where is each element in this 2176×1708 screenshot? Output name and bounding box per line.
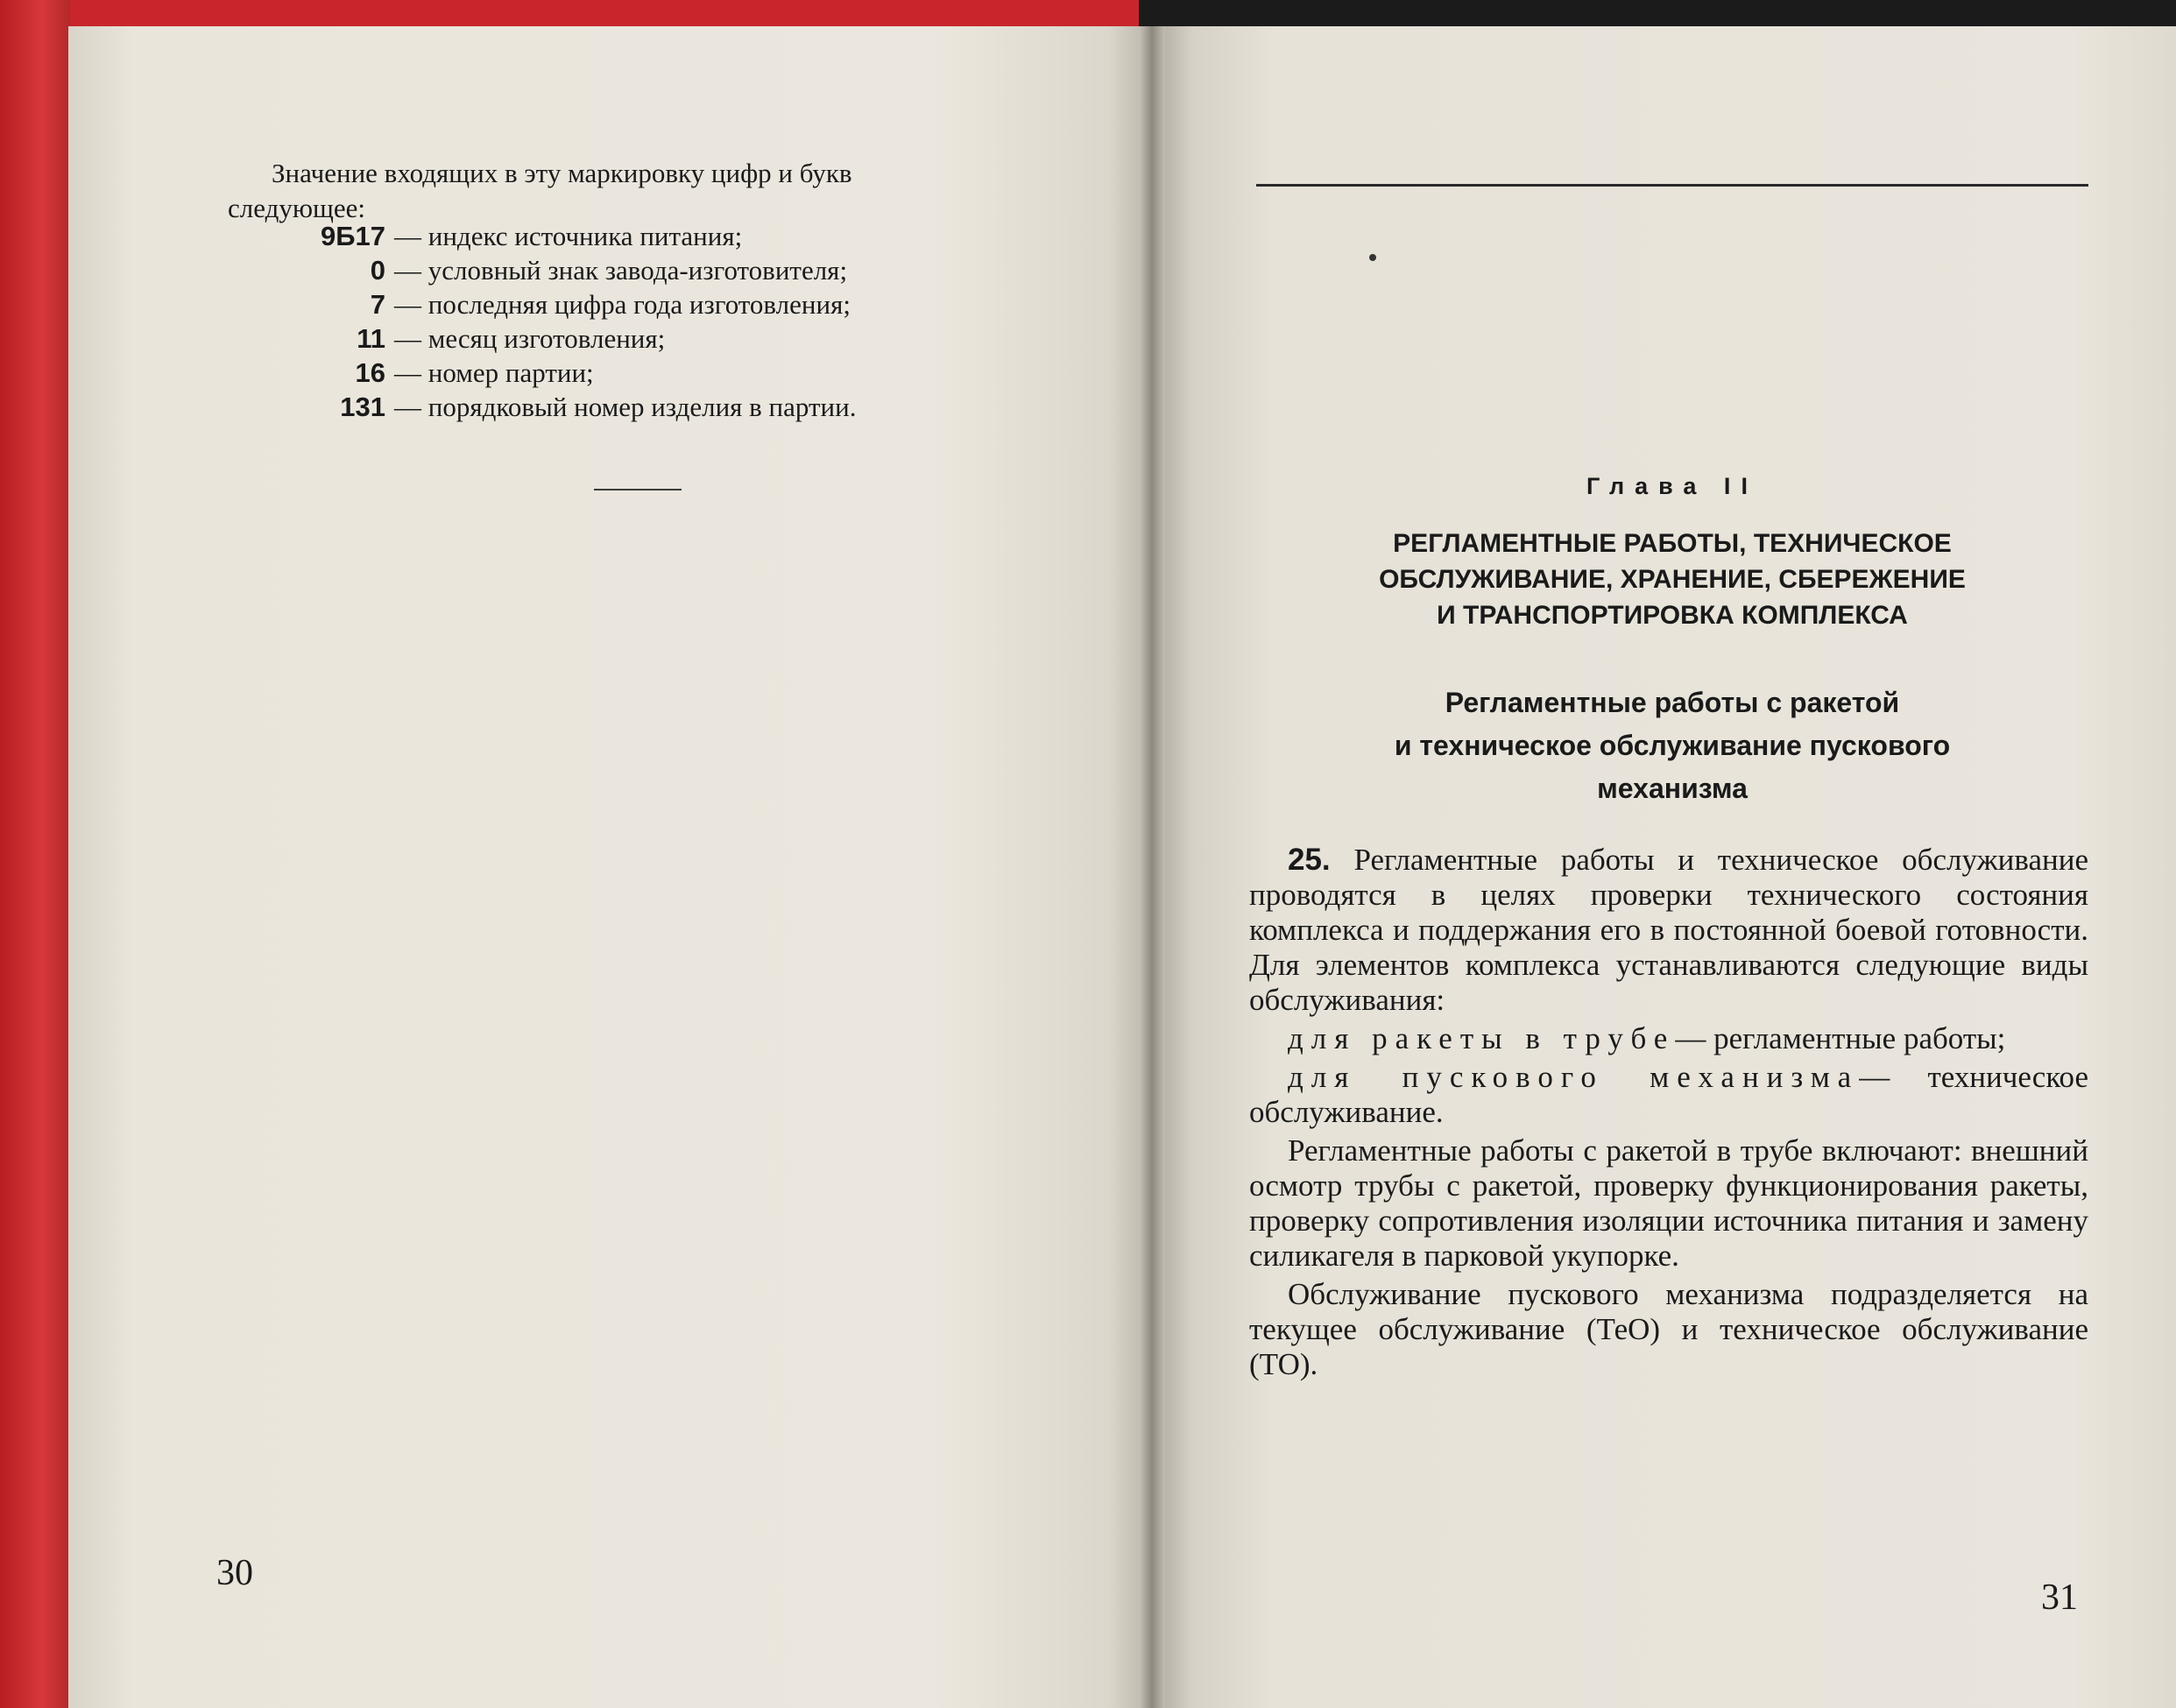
code-value: 16 — [355, 357, 385, 388]
chapter-title-line: РЕГЛАМЕНТНЫЕ РАБОТЫ, ТЕХНИЧЕСКОЕ — [1393, 529, 1952, 558]
page-number-right: 31 — [2041, 1577, 2078, 1618]
book-cover-left — [0, 0, 70, 1708]
paragraph-works: Регламентные работы с ракетой в трубе включают: внешний осмотр трубы с ракетой, проверку функционирования ракеты, проверку сопротивления изоляции источника питания и замену силикагеля в парковой укупорке. — [1249, 1133, 2088, 1273]
maintenance-item-launcher — [1249, 1060, 2088, 1130]
code-row — [228, 287, 1069, 321]
body-text — [1249, 843, 2088, 1386]
item-text: — регламентные работы; — [1675, 1021, 2006, 1055]
print-dot — [1369, 254, 1376, 261]
item-text: — техническое обслуживание. — [1249, 1060, 2089, 1129]
section-divider — [594, 489, 682, 491]
intro-line-1: Значение входящих в эту маркировку цифр и букв — [272, 158, 852, 188]
book-gutter — [1139, 26, 1165, 1708]
paragraph-number: 25. — [1288, 843, 1331, 877]
code-description: — номер партии; — [394, 357, 594, 388]
code-value: 0 — [370, 255, 385, 286]
code-description: — индекс источника питания; — [394, 221, 743, 251]
code-row — [228, 253, 1069, 287]
paragraph-text: Регламентные работы и техническое обслуживание проводятся в целях проверки технического состояния комплекса и поддержания его в постоянной боевой готовности. Для элементов комплекса устанавливаются следующие виды обслуживания: — [1249, 843, 2088, 1017]
paragraph-service: Обслуживание пускового механизма подразделяется на текущее обслуживание (ТеО) и техническое обслуживание (ТО). — [1249, 1277, 2088, 1381]
marking-intro — [228, 156, 1077, 226]
code-value: 11 — [357, 323, 385, 354]
section-title — [1256, 681, 2088, 810]
code-description: — порядковый номер изделия в партии. — [394, 392, 857, 422]
paragraph-25 — [1249, 843, 2088, 1018]
code-description: — условный знак завода-изготовителя; — [394, 255, 848, 286]
code-value: 9Б17 — [320, 221, 385, 251]
marking-code-list — [228, 219, 1069, 424]
code-description: — последняя цифра года изготовления; — [394, 289, 851, 320]
section-title-line: механизма — [1597, 773, 1748, 804]
item-subject: для пускового механизма — [1288, 1060, 1860, 1094]
section-title-line: и техническое обслуживание пускового — [1394, 730, 1951, 761]
maintenance-item-rocket — [1249, 1021, 2088, 1056]
code-value: 7 — [370, 289, 385, 320]
page-number-left: 30 — [216, 1553, 253, 1593]
page-top-rule — [1256, 184, 2088, 187]
code-row — [228, 356, 1069, 390]
chapter-title-line: ОБСЛУЖИВАНИЕ, ХРАНЕНИЕ, СБЕРЕЖЕНИЕ — [1379, 565, 1966, 594]
item-subject: для ракеты в трубе — [1288, 1021, 1676, 1055]
code-value: 131 — [340, 392, 385, 422]
chapter-title — [1256, 526, 2088, 633]
code-row — [228, 390, 1069, 424]
code-description: — месяц изготовления; — [394, 323, 666, 354]
code-row — [228, 321, 1069, 356]
intro-line-2: следующее: — [228, 193, 366, 223]
chapter-title-line: И ТРАНСПОРТИРОВКА КОМПЛЕКСА — [1437, 601, 1908, 630]
chapter-label: Глава II — [1586, 473, 1758, 499]
code-row — [228, 219, 1069, 253]
section-title-line: Регламентные работы с ракетой — [1445, 687, 1900, 718]
